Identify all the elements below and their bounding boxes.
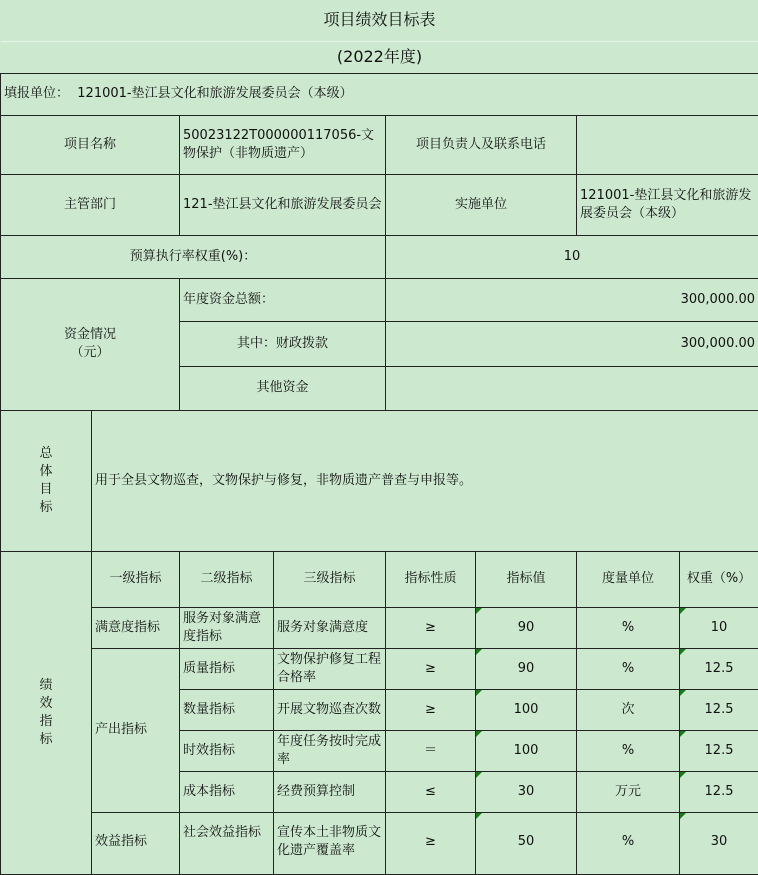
weight-cell: 10 (680, 607, 758, 648)
budget-weight-label: 预算执行率权重(%)： (1, 235, 386, 278)
value-cell: 100 (476, 730, 577, 771)
nature-cell: ≥ (386, 607, 476, 648)
unit-label: 填报单位： (4, 86, 69, 101)
dept-value: 121-垫江县文化和旅游发展委员会 (180, 174, 386, 235)
weight-cell: 12.5 (680, 730, 758, 771)
weight-cell: 12.5 (680, 648, 758, 689)
unit-cell: 万元 (577, 771, 680, 812)
table-row (1, 648, 758, 689)
l2-cell: 成本指标 (180, 771, 274, 812)
l3-cell: 开展文物巡查次数 (274, 689, 386, 730)
nature-cell: ≤ (386, 771, 476, 812)
perf-label-text: 绩效指标 (38, 677, 54, 749)
value-cell: 100 (476, 689, 577, 730)
impl-value: 121001-垫江县文化和旅游发展委员会（本级） (577, 174, 758, 235)
header-cell: 一级指标 (92, 551, 180, 607)
l2-cell: 社会效益指标 (180, 812, 274, 874)
contact-value (577, 115, 758, 174)
l2-cell: 时效指标 (180, 730, 274, 771)
header-cell: 指标性质 (386, 551, 476, 607)
goal-text: 用于全县文物巡查，文物保护与修复，非物质遗产普查与申报等。 (92, 410, 758, 551)
nature-cell: ≥ (386, 648, 476, 689)
l3-cell: 宣传本土非物质文化遗产覆盖率 (274, 812, 386, 874)
unit-cell: % (577, 607, 680, 648)
value-cell: 90 (476, 648, 577, 689)
funds-row-value: 300,000.00 (386, 278, 758, 321)
funds-row-label: 其他资金 (180, 366, 386, 410)
header-cell: 指标值 (476, 551, 577, 607)
header-cell: 三级指标 (274, 551, 386, 607)
unit-cell: % (577, 812, 680, 874)
perf-label (1, 551, 92, 874)
l3-cell: 文物保护修复工程合格率 (274, 648, 386, 689)
page-title: 项目绩效目标表 (1, 0, 758, 41)
nature-cell: ≥ (386, 689, 476, 730)
l3-cell: 年度任务按时完成率 (274, 730, 386, 771)
l1-cell: 满意度指标 (92, 607, 180, 648)
funds-row-label: 年度资金总额： (180, 278, 386, 321)
l2-cell: 服务对象满意度指标 (180, 607, 274, 648)
l2-cell: 质量指标 (180, 648, 274, 689)
table-row (1, 607, 758, 648)
l2-cell: 数量指标 (180, 689, 274, 730)
unit-cell: 次 (577, 689, 680, 730)
funds-row-value: 300,000.00 (386, 321, 758, 366)
funds-label-text: 资金情况（元） (55, 326, 125, 362)
year-subtitle: (2022年度) (1, 41, 758, 73)
l3-cell: 经费预算控制 (274, 771, 386, 812)
header-cell: 权重（%） (680, 551, 758, 607)
weight-cell: 12.5 (680, 689, 758, 730)
funds-row-label: 其中：财政拨款 (180, 321, 386, 366)
funds-row-value (386, 366, 758, 410)
l3-cell: 服务对象满意度 (274, 607, 386, 648)
contact-label: 项目负责人及联系电话 (386, 115, 577, 174)
weight-cell: 30 (680, 812, 758, 874)
header-cell: 度量单位 (577, 551, 680, 607)
value-cell: 50 (476, 812, 577, 874)
unit-value: 121001-垫江县文化和旅游发展委员会（本级） (77, 86, 352, 101)
weight-cell: 12.5 (680, 771, 758, 812)
impl-label: 实施单位 (386, 174, 577, 235)
funds-label (1, 278, 180, 410)
project-name-value: 50023122T000000117056-文物保护（非物质遗产） (180, 115, 386, 174)
value-cell: 90 (476, 607, 577, 648)
value-cell: 30 (476, 771, 577, 812)
dept-label: 主管部门 (1, 174, 180, 235)
nature-cell: ≥ (386, 812, 476, 874)
nature-cell: ＝ (386, 730, 476, 771)
goal-label-text: 总体目标 (38, 445, 54, 517)
unit-cell: % (577, 730, 680, 771)
project-name-label: 项目名称 (1, 115, 180, 174)
table-row (1, 812, 758, 874)
reporting-unit (1, 73, 758, 115)
unit-cell: % (577, 648, 680, 689)
l1-cell: 效益指标 (92, 812, 180, 874)
header-cell: 二级指标 (180, 551, 274, 607)
goal-label (1, 410, 92, 551)
budget-weight-value: 10 (386, 235, 758, 278)
l1-cell: 产出指标 (92, 648, 180, 812)
